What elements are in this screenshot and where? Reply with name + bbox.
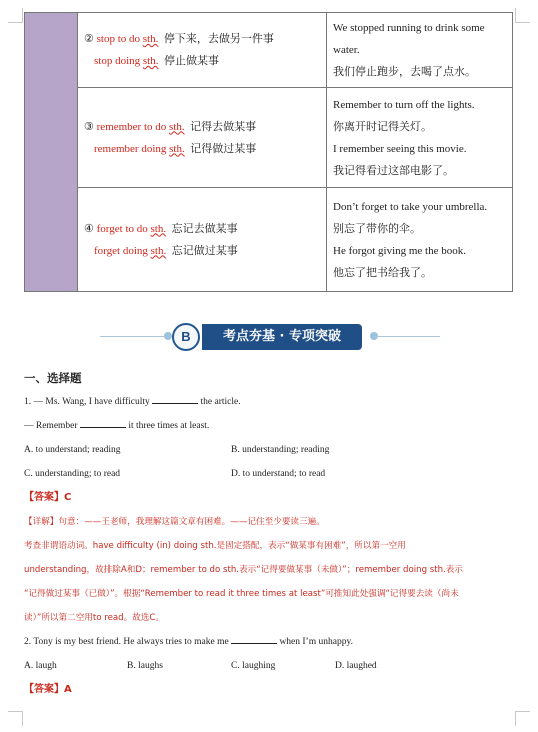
banner-divider-line	[374, 336, 440, 337]
explanation-line: “记得做过某事（已做）”。根据“Remember to read it three times at least”可推知此处强调“记得要去读（尚未	[24, 589, 459, 599]
table-row	[25, 188, 513, 292]
explanation-line: 考查非谓语动词。have difficulty (in) doing sth.是固定搭配，表示“做某事有困难”，所以第一空用	[24, 541, 406, 551]
option-b[interactable]: B. laughs	[127, 661, 163, 671]
question-1-line: 1. — Ms. Wang, I have difficulty the article.	[24, 390, 516, 414]
page-corner-mark	[515, 8, 530, 23]
banner-dot	[164, 332, 172, 340]
option-d[interactable]: D. laughed	[335, 661, 377, 671]
question-1-line: — Remember it three times at least.	[24, 414, 516, 438]
answer-blank	[80, 417, 126, 428]
page-corner-mark	[8, 8, 23, 23]
banner-divider-line	[100, 336, 168, 337]
example-cell: Remember to turn off the lights. 你离开时记得关灯。 I remember seeing this movie. 我记得看过这部电影了。	[327, 88, 513, 188]
option-c[interactable]: C. understanding; to read	[24, 469, 121, 479]
category-side-cell	[25, 13, 78, 292]
questions-section	[24, 366, 516, 702]
phrase-cell: ③ remember to do sth. 记得去做某事 remember doing sth. 记得做过某事	[78, 88, 327, 188]
option-b[interactable]: B. understanding; reading	[231, 445, 330, 455]
answer-label: 【答案】C	[24, 492, 72, 503]
phrase-cell: ④ forget to do sth. 忘记去做某事 forget doing sth. 忘记做过某事	[78, 188, 327, 292]
answer-label: 【答案】A	[24, 684, 72, 695]
explanation-line: 【详解】句意：——王老师，我理解这篇文章有困难。——记住至少要读三遍。	[24, 517, 325, 527]
page-corner-mark	[515, 711, 530, 726]
banner-title: 考点夯基 · 专项突破	[202, 324, 362, 350]
example-cell: We stopped running to drink some water. 我们停止跑步，去喝了点水。	[327, 13, 513, 88]
example-cell: Don’t forget to take your umbrella. 别忘了带你的伞。 He forgot giving me the book. 他忘了把书给我了。	[327, 188, 513, 292]
answer-blank	[231, 633, 277, 644]
phrase-cell: ② stop to do sth. 停下来，去做另一件事 stop doing sth. 停止做某事	[78, 13, 327, 88]
grammar-table	[24, 12, 513, 292]
table-row	[25, 88, 513, 188]
answer-blank	[152, 393, 198, 404]
question-2-line: 2. Tony is my best friend. He always tries to make me when I’m unhappy.	[24, 630, 516, 654]
page-corner-mark	[8, 711, 23, 726]
option-d[interactable]: D. to understand; to read	[231, 469, 326, 479]
options-row	[24, 438, 516, 462]
explanation-line: understanding，故排除A和D；remember to do sth.表示“记得要做某事（未做）”；remember doing sth.表示	[24, 565, 463, 575]
options-row	[24, 654, 516, 678]
option-c[interactable]: C. laughing	[231, 661, 276, 671]
banner-letter-badge: B	[172, 323, 200, 351]
section-heading: 一、选择题	[24, 371, 82, 385]
table-row	[25, 13, 513, 88]
option-a[interactable]: A. laugh	[24, 661, 57, 671]
option-a[interactable]: A. to understand; reading	[24, 445, 121, 455]
section-banner	[0, 318, 538, 352]
explanation-line: 读）”所以第二空用to read。故选C。	[24, 613, 164, 623]
options-row	[24, 462, 516, 486]
